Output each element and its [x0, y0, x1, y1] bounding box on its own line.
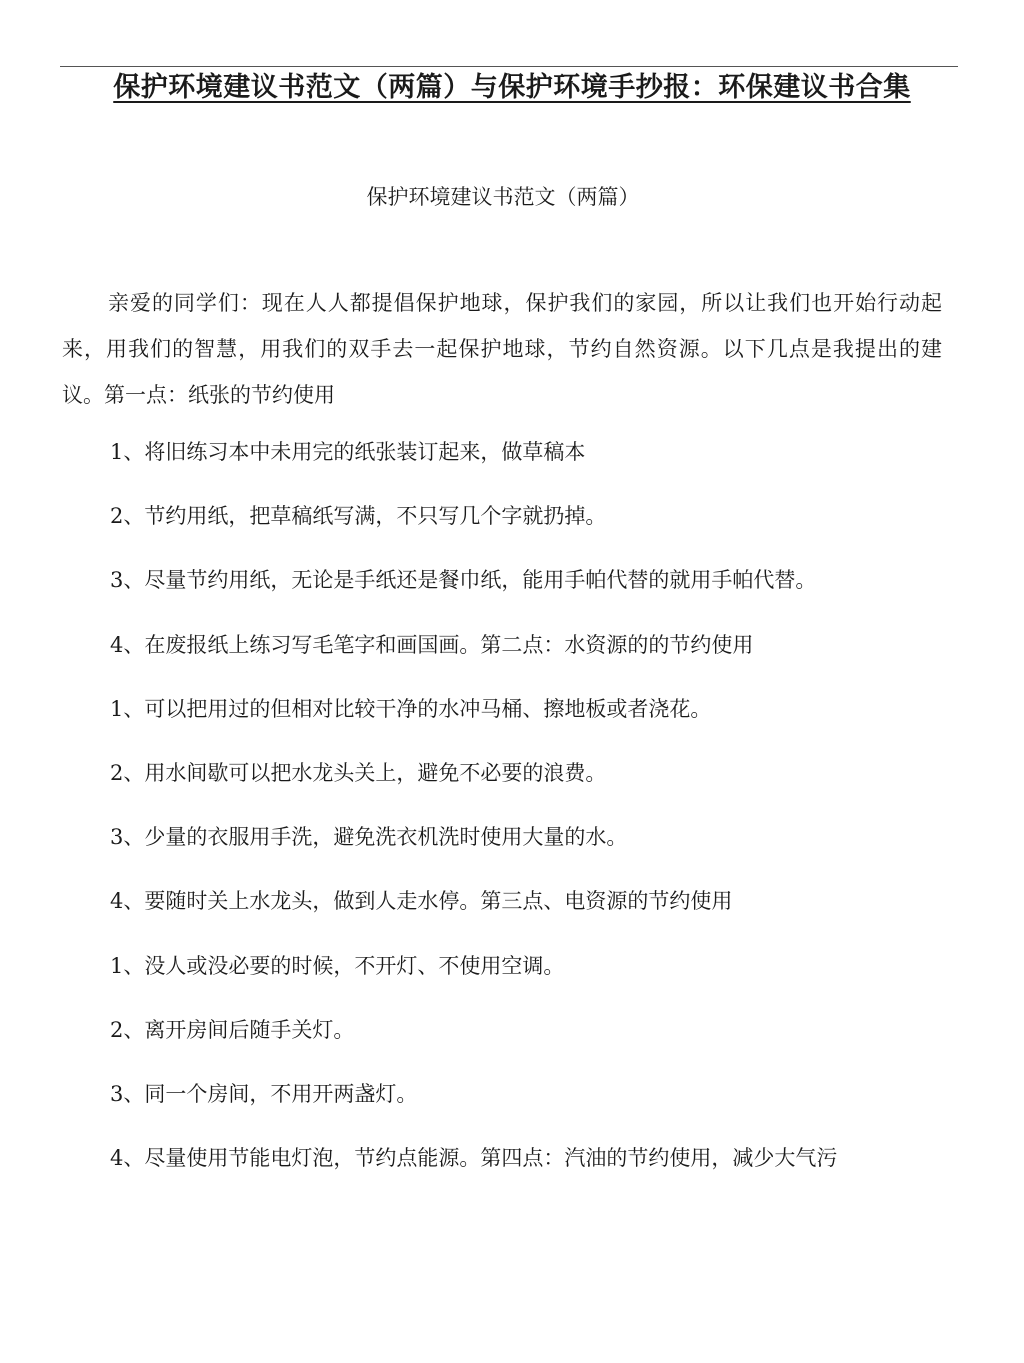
- list-item: 1、可以把用过的但相对比较干净的水冲马桶、擦地板或者浇花。: [110, 696, 712, 721]
- list-item: 2、节约用纸，把草稿纸写满，不只写几个字就扔掉。: [110, 504, 607, 529]
- list-item: 3、尽量节约用纸，无论是手纸还是餐巾纸，能用手帕代替的就用手帕代替。: [110, 568, 817, 593]
- list-item: 4、要随时关上水龙头，做到人走水停。第三点、电资源的节约使用: [110, 889, 733, 914]
- document-title: 保护环境建议书范文（两篇）与保护环境手抄报：环保建议书合集: [113, 72, 911, 103]
- list-item: 3、同一个房间，不用开两盏灯。: [110, 1081, 418, 1106]
- list-item: 2、用水间歇可以把水龙头关上，避免不必要的浪费。: [110, 760, 607, 785]
- intro-paragraph: 亲爱的同学们：现在人人都提倡保护地球，保护我们的家园，所以让我们也开始行动起来，用我们的智慧，用我们的双手去一起保护地球，节约自然资源。以下几点是我提出的建议。第一点：纸张的节约使用: [62, 291, 942, 407]
- list-item: 3、少量的衣服用手洗，避免洗衣机洗时使用大量的水。: [110, 825, 628, 850]
- list-item: 1、没人或没必要的时候，不开灯、不使用空调。: [110, 953, 565, 978]
- list-item: 4、在废报纸上练习写毛笔字和画国画。第二点：水资源的的节约使用: [110, 632, 754, 657]
- list-item: 1、将旧练习本中未用完的纸张装订起来，做草稿本: [110, 440, 586, 464]
- suggestion-list: [110, 432, 837, 1202]
- list-item: 2、离开房间后随手关灯。: [110, 1017, 355, 1042]
- section-subtitle: 保护环境建议书范文（两篇）: [366, 185, 640, 209]
- list-item: 4、尽量使用节能电灯泡，节约点能源。第四点：汽油的节约使用，减少大气污: [110, 1146, 838, 1171]
- top-divider: [60, 66, 958, 67]
